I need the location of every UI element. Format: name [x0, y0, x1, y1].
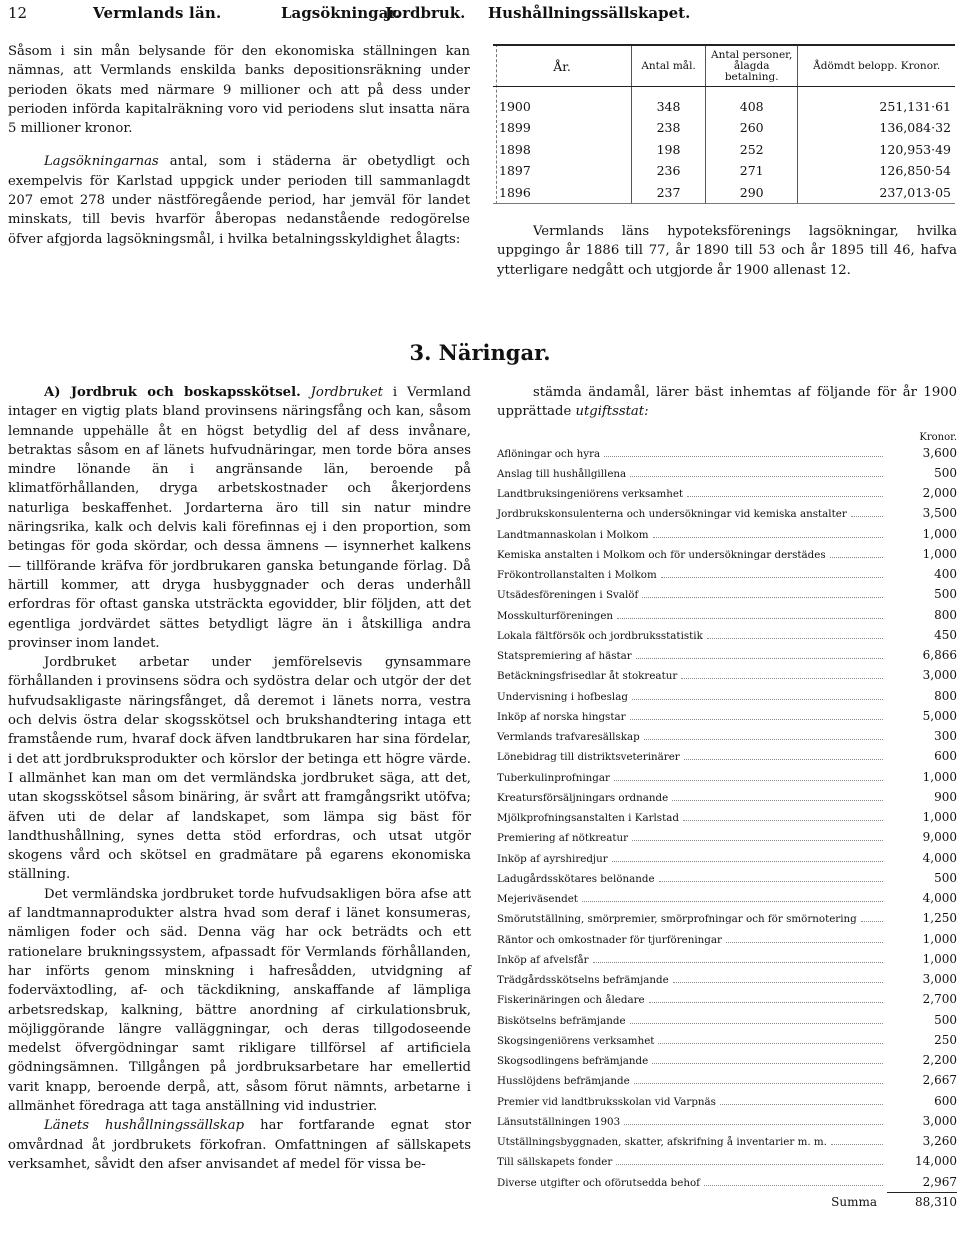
ledger-row: [497, 970, 957, 990]
utgiftsstat-term: utgiftsstat:: [575, 404, 649, 420]
ledger-item-label: Till sällskapets fonder: [497, 1156, 613, 1169]
year-cell: 1898: [499, 141, 531, 157]
utgiftsstat-intro-text: stämda ändamål, lärer bäst inhemtas af följande för år 1900 upprättade: [497, 385, 957, 420]
ledger-item-amount: 3,260: [922, 1134, 957, 1149]
ledger-item-amount: 1,000: [922, 810, 957, 825]
leader-dots: [687, 495, 883, 497]
leader-dots: [683, 819, 883, 821]
running-title: Vermlands län.: [93, 4, 222, 22]
jordbruk-paragraph-2: Jordbruket arbetar under jemförelsevis gynsammare förhållanden i provinsens södra och sydöstra delar och utgör der det hufvudsakligaste näringsfånget, då deremot i länets norra, vestra och delvis östra delar skogsskötsel och brukshandtering intaga ett framstående rum, hvaraf dock äfven landtbrukaren har sina fördelar, i det att jordbruksprodukter och körslor der betinga ett högre värde. I allmänhet kan man om det vermländska jordbruket säga, att det, utan skogsskötsel såsom binäring, är svårt att framgångsrikt utöfva; äfven uti de delar af landskapet, som lämpa sig bäst för landthushållning, synes detta stöd erfordras, och utsat utgör skogens vård och skötsel en gradmätare på egarens ekonomiska ställning.: [8, 655, 471, 883]
ledger-item-label: Jordbrukskonsulenterna och undersökningar vid kemiska anstalter: [497, 508, 847, 521]
ledger-item-amount: 500: [934, 1012, 957, 1027]
running-section-3: Hushållningssällskapet.: [488, 4, 691, 22]
mal-cell: 237: [632, 182, 706, 204]
leader-dots: [707, 637, 883, 639]
ledger-item-amount: 800: [934, 688, 957, 703]
jordbruk-paragraph-4-text: har fortfarande egnat stor omvårdnad åt jordbrukets förkofran. Omfattningen af sällskapets verksamhet, såvidt den afser anvisandet af medel för vissa be-: [8, 1118, 472, 1172]
ledger-row: [497, 930, 957, 950]
ledger-item-label: Anslag till hushållgillena: [497, 467, 627, 480]
sum-amount: 88,310: [915, 1194, 957, 1209]
hypotek-paragraph: Vermlands läns hypoteksförenings lagsökningar, hvilka uppgingo år 1886 till 77, år 1890 till 53 och år 1895 till 46, hafva ytterligare nedgått och utgjorde år 1900 allenast 12.: [497, 224, 957, 278]
personer-cell: 252: [706, 139, 798, 161]
ledger-row: [497, 585, 957, 605]
leader-dots: [661, 576, 883, 578]
ledger-item-label: Inköp af ayrshiredjur: [497, 852, 608, 865]
ledger-item-amount: 6,866: [922, 648, 957, 663]
ledger-row: [497, 1092, 957, 1112]
belopp-cell: 237,013·05: [798, 182, 955, 204]
page-header: [8, 4, 952, 26]
jordbruk-column: [8, 383, 471, 1174]
ledger-row: [497, 747, 957, 767]
ledger-row: [497, 484, 957, 504]
leader-dots: [630, 475, 883, 477]
ledger-item-label: Statspremiering af hästar: [497, 650, 632, 663]
ledger-item-amount: 1,000: [922, 769, 957, 784]
leader-dots: [831, 1143, 883, 1145]
utgiftsstat-intro: [497, 383, 957, 422]
leader-dots: [851, 515, 883, 517]
ledger-item-label: Inköp af afvelsfår: [497, 953, 589, 966]
ledger-item-amount: 3,500: [922, 506, 957, 521]
ledger-item-amount: 600: [934, 749, 957, 764]
ledger-item-amount: 500: [934, 465, 957, 480]
leader-dots: [634, 1082, 883, 1084]
ledger-item-amount: 900: [934, 789, 957, 804]
ledger-item-amount: 3,000: [922, 668, 957, 683]
ledger-row: [497, 444, 957, 464]
ledger-item-amount: 400: [934, 567, 957, 582]
ledger-item-label: Inköp af norska hingstar: [497, 710, 626, 723]
year-cell: 1897: [499, 163, 531, 179]
jordbruk-paragraph-1: [8, 383, 471, 653]
ledger-row: [497, 464, 957, 484]
leader-dots: [604, 455, 883, 457]
running-section-1: Lagsökningar.: [281, 4, 401, 22]
intro-paragraph-1: Såsom i sin mån belysande för den ekonomiska ställningen kan nämnas, att Vermlands enskilda banks depositionsräkning under perioden ökats med närmare 9 millioner och att på dess under perioden införda kapitalräkning voro vid periodens slut insatta nära 5 millioner kronor.: [8, 44, 470, 137]
ledger-item-amount: 2,000: [922, 486, 957, 501]
ledger-row: [497, 707, 957, 727]
ledger-row: [497, 849, 957, 869]
ledger-item-label: Utsädesföreningen i Svalöf: [497, 589, 639, 602]
ledger-sum-row: [497, 1193, 957, 1213]
year-cell: 1899: [499, 120, 531, 136]
jordbruk-paragraph-1-text: i Vermland intager en vigtig plats bland provinsens näringsfång och kan, såsom lemnande uppehälle åt en högst betydlig del af dess invånare, betraktas såsom en af länets hufvudnäringar, men torde böra anses mindre lönande än i angränsande län, beroende på klimatförhållanden, dryga arbetskostnader och åkerjordens naturliga beskaffenhet. Jordarterna äro till sin natur mindre näringsrika, kalk och delvis kali förefinnas ej i den proportion, som betingas för goda skördar, och dessa ämnens — isynnerhet kalkens — tillförande kräfva för jordbrukaren ganska betungande förlag. Då härtill kommer, att dryga husbyggnader och deras underhåll erfordras för oftast ganska utsträckta egovidder, blir följden, att det egentliga jordvärdet sättes betydligt lägre än i åtskilliga andra provinser inom landet.: [8, 385, 471, 651]
belopp-cell: 251,131·61: [798, 87, 955, 118]
ledger-item-amount: 800: [934, 607, 957, 622]
ledger-item-label: Mosskulturföreningen: [497, 609, 614, 622]
ledger-item-label: Skogsodlingens befrämjande: [497, 1055, 649, 1068]
table-row: [493, 117, 955, 139]
table-row: [493, 160, 955, 182]
ledger-item-amount: 2,967: [887, 1173, 957, 1193]
leader-dots: [632, 839, 883, 841]
leader-dots: [617, 617, 883, 619]
ledger-item-label: Trädgårdsskötselns befrämjande: [497, 974, 669, 987]
ledger-row: [497, 626, 957, 646]
leader-dots: [612, 860, 883, 862]
ledger-item-label: Landtbruksingeniörens verksamhet: [497, 488, 684, 501]
ledger-row: [497, 646, 957, 666]
ledger-item-amount: 1,000: [922, 951, 957, 966]
ledger-item-label: Mjölkprofningsanstalten i Karlstad: [497, 812, 679, 825]
ledger-row: [497, 990, 957, 1010]
ledger-row: [497, 504, 957, 524]
leader-dots: [616, 1163, 883, 1165]
leader-dots: [642, 596, 883, 598]
ledger-item-label: Premiering af nötkreatur: [497, 832, 629, 845]
personer-cell: 290: [706, 182, 798, 204]
ledger-row: [497, 828, 957, 848]
leader-dots: [614, 779, 883, 781]
leader-dots: [630, 1022, 883, 1024]
ledger-item-amount: 1,250: [922, 911, 957, 926]
ledger-row: [497, 1152, 957, 1172]
mal-cell: 348: [632, 87, 706, 118]
ledger-item-label: Tuberkulinprofningar: [497, 771, 610, 784]
utgiftsstat-ledger: [497, 444, 957, 1214]
ledger-item-amount: 500: [934, 587, 957, 602]
ledger-item-label: Kreatursförsäljningars ordnande: [497, 791, 669, 804]
ledger-item-amount: 4,000: [922, 891, 957, 906]
leader-dots: [652, 1062, 883, 1064]
col-header-personer: Antal personer, ålagda betalning.: [706, 45, 798, 87]
leader-dots: [658, 1042, 883, 1044]
utgiftsstat-column: [497, 383, 957, 1213]
ledger-row: [497, 909, 957, 929]
ledger-item-label: Ladugårdsskötares belönande: [497, 872, 655, 885]
ledger-row: [497, 666, 957, 686]
mal-cell: 238: [632, 117, 706, 139]
leader-dots: [632, 698, 883, 700]
table-row: [493, 139, 955, 161]
mal-cell: 198: [632, 139, 706, 161]
ledger-item-label: Räntor och omkostnader för tjurföreningar: [497, 933, 722, 946]
ledger-item-label: Lokala fältförsök och jordbruksstatistik: [497, 629, 703, 642]
leader-dots: [653, 536, 883, 538]
leader-dots: [644, 738, 883, 740]
intro-paragraph-2: [8, 152, 470, 248]
intro-column: [8, 42, 470, 249]
ledger-item-amount: 3,600: [922, 445, 957, 460]
ledger-item-amount: 500: [934, 870, 957, 885]
ledger-item-label: Husslöjdens befrämjande: [497, 1075, 630, 1088]
ledger-item-amount: 1,000: [922, 526, 957, 541]
ledger-item-amount: 1,000: [922, 931, 957, 946]
ledger-item-label: Länsutställningen 1903: [497, 1115, 621, 1128]
running-section-2: Jordbruk.: [385, 4, 466, 22]
ledger-item-label: Fiskerinäringen och åledare: [497, 994, 645, 1007]
ledger-item-amount: 2,200: [922, 1053, 957, 1068]
ledger-item-label: Aflöningar och hyra: [497, 447, 601, 460]
year-cell: 1896: [493, 182, 632, 204]
ledger-row: [497, 808, 957, 828]
ledger-item-amount: 9,000: [922, 830, 957, 845]
leader-dots: [673, 981, 883, 983]
year-cell: 1900: [499, 98, 531, 114]
leader-dots: [672, 799, 883, 801]
ledger-row: [497, 768, 957, 788]
ledger-item-label: Skogsingeniörens verksamhet: [497, 1034, 655, 1047]
ledger-row: [497, 525, 957, 545]
ledger-item-amount: 2,700: [922, 992, 957, 1007]
ledger-item-label: Utställningsbyggnaden, skatter, afskrifning å inventarier m. m.: [497, 1136, 827, 1149]
ledger-row: [497, 1071, 957, 1091]
leader-dots: [659, 880, 883, 882]
leader-dots: [593, 961, 883, 963]
jordbruk-paragraph-3: Det vermländska jordbruket torde hufvudsakligen böra afse att af landtmannaprodukter alstra hvad som deraf i länet konsumeras, nämligen foder och säd. Denna väg har ock beträdts och ett rationelare brukningssystem, afpassadt för Vermlands förhållanden, har införts genom minskning i hafresådden, utvidgning af foderväxtodling, af- och täckdikning, anskaffande af lämpliga arbetsredskap, kalkning, bättre anordning af cirkulationsbruk, möjliggörande längre valläggningar, och deras tillgodoseende medelst öfvergödningar samt rikligare tillförsel af artificiela gödningsämnen. Tillgången på jordbruksarbetare har emellertid varit knapp, beroende derpå, att, såsom förut nämnts, arbetarne i allmänhet föredraga att taga anställning vid industrier.: [8, 886, 471, 1114]
page-number: 12: [8, 4, 28, 22]
belopp-cell: 126,850·54: [798, 160, 955, 182]
ledger-item-amount: 3,000: [922, 972, 957, 987]
ledger-row: [497, 1011, 957, 1031]
leader-dots: [684, 758, 883, 760]
leader-dots: [624, 1123, 883, 1125]
ledger-item-label: Vermlands trafvaresällskap: [497, 731, 640, 744]
leader-dots: [630, 718, 883, 720]
ledger-row: [497, 565, 957, 585]
ledger-item-label: Undervisning i hofbeslag: [497, 690, 628, 703]
table-row: [493, 87, 955, 118]
personer-cell: 408: [706, 87, 798, 118]
hypotek-note: [497, 222, 957, 280]
ledger-item-label: Biskötselns befrämjande: [497, 1014, 626, 1027]
mal-cell: 236: [632, 160, 706, 182]
section-heading: 3. Näringar.: [409, 340, 551, 365]
leader-dots: [681, 677, 883, 679]
ledger-item-amount: 250: [934, 1032, 957, 1047]
ledger-item-amount: 3,000: [922, 1113, 957, 1128]
ledger-row: [497, 1031, 957, 1051]
ledger-row: [497, 1173, 957, 1193]
belopp-cell: 120,953·49: [798, 139, 955, 161]
ledger-item-label: Mejeriväsendet: [497, 893, 578, 906]
subsection-heading: A) Jordbruk och boskapsskötsel.: [44, 385, 301, 400]
leader-dots: [830, 556, 883, 558]
ledger-item-amount: 2,667: [922, 1073, 957, 1088]
col-header-belopp: Ådömdt belopp. Kronor.: [798, 45, 955, 87]
lagsokning-table: [493, 44, 955, 204]
leader-dots: [704, 1184, 883, 1186]
ledger-item-amount: 1,000: [922, 546, 957, 561]
ledger-row: [497, 889, 957, 909]
hushallningssallskap-term: Länets hushållningssällskap: [44, 1118, 245, 1134]
jordbruk-paragraph-4: [8, 1116, 471, 1174]
ledger-item-label: Betäckningsfrisedlar åt stokreatur: [497, 670, 678, 683]
table-row: [493, 182, 955, 204]
leader-dots: [720, 1103, 883, 1105]
ledger-item-label: Lönebidrag till distriktsveterinärer: [497, 751, 680, 764]
leader-dots: [861, 920, 883, 922]
ledger-row: [497, 1112, 957, 1132]
ledger-row: [497, 606, 957, 626]
ledger-item-amount: 300: [934, 729, 957, 744]
ledger-item-label: Premier vid landtbruksskolan vid Varpnäs: [497, 1095, 716, 1108]
lagsokningar-term: Lagsökningarnas: [44, 154, 159, 170]
ledger-item-amount: 14,000: [915, 1154, 957, 1169]
ledger-item-label: Kemiska anstalten i Molkom och för undersökningar derstädes: [497, 548, 826, 561]
personer-cell: 271: [706, 160, 798, 182]
personer-cell: 260: [706, 117, 798, 139]
currency-header: Kronor.: [919, 431, 957, 443]
ledger-row: [497, 727, 957, 747]
ledger-row: [497, 687, 957, 707]
ledger-row: [497, 950, 957, 970]
leader-dots: [582, 900, 883, 902]
ledger-item-amount: 600: [934, 1093, 957, 1108]
jordbruket-term: Jordbruket: [310, 385, 383, 400]
col-header-year: År.: [493, 45, 632, 87]
ledger-item-amount: 4,000: [922, 850, 957, 865]
ledger-item-amount: 450: [934, 627, 957, 642]
leader-dots: [636, 657, 883, 659]
ledger-item-label: Frökontrollanstalten i Molkom: [497, 569, 657, 582]
ledger-item-label: Diverse utgifter och oförutsedda behof: [497, 1176, 700, 1189]
leader-dots: [726, 941, 883, 943]
ledger-row: [497, 788, 957, 808]
ledger-item-label: Landtmannaskolan i Molkom: [497, 528, 649, 541]
col-header-mal: Antal mål.: [632, 45, 706, 87]
ledger-row: [497, 1132, 957, 1152]
belopp-cell: 136,084·32: [798, 117, 955, 139]
leader-dots: [649, 1001, 883, 1003]
ledger-item-amount: 5,000: [922, 708, 957, 723]
ledger-row: [497, 869, 957, 889]
ledger-item-label: Smörutställning, smörpremier, smörprofningar och för smörnotering: [497, 913, 857, 926]
intro-paragraph-2-text: antal, som i städerna är obetydligt och exempelvis för Karlstad uppgick under perioden till sammanlagdt 207 emot 278 under nästföregående period, har jemväl för landet minskats, till bevis hvarför åberopas nedanstående redogörelse öfver afgjorda lagsökningsmål, i hvilka betalningsskyldighet ålagts:: [8, 154, 470, 247]
sum-label: Summa: [831, 1194, 877, 1209]
ledger-row: [497, 1051, 957, 1071]
ledger-row: [497, 545, 957, 565]
